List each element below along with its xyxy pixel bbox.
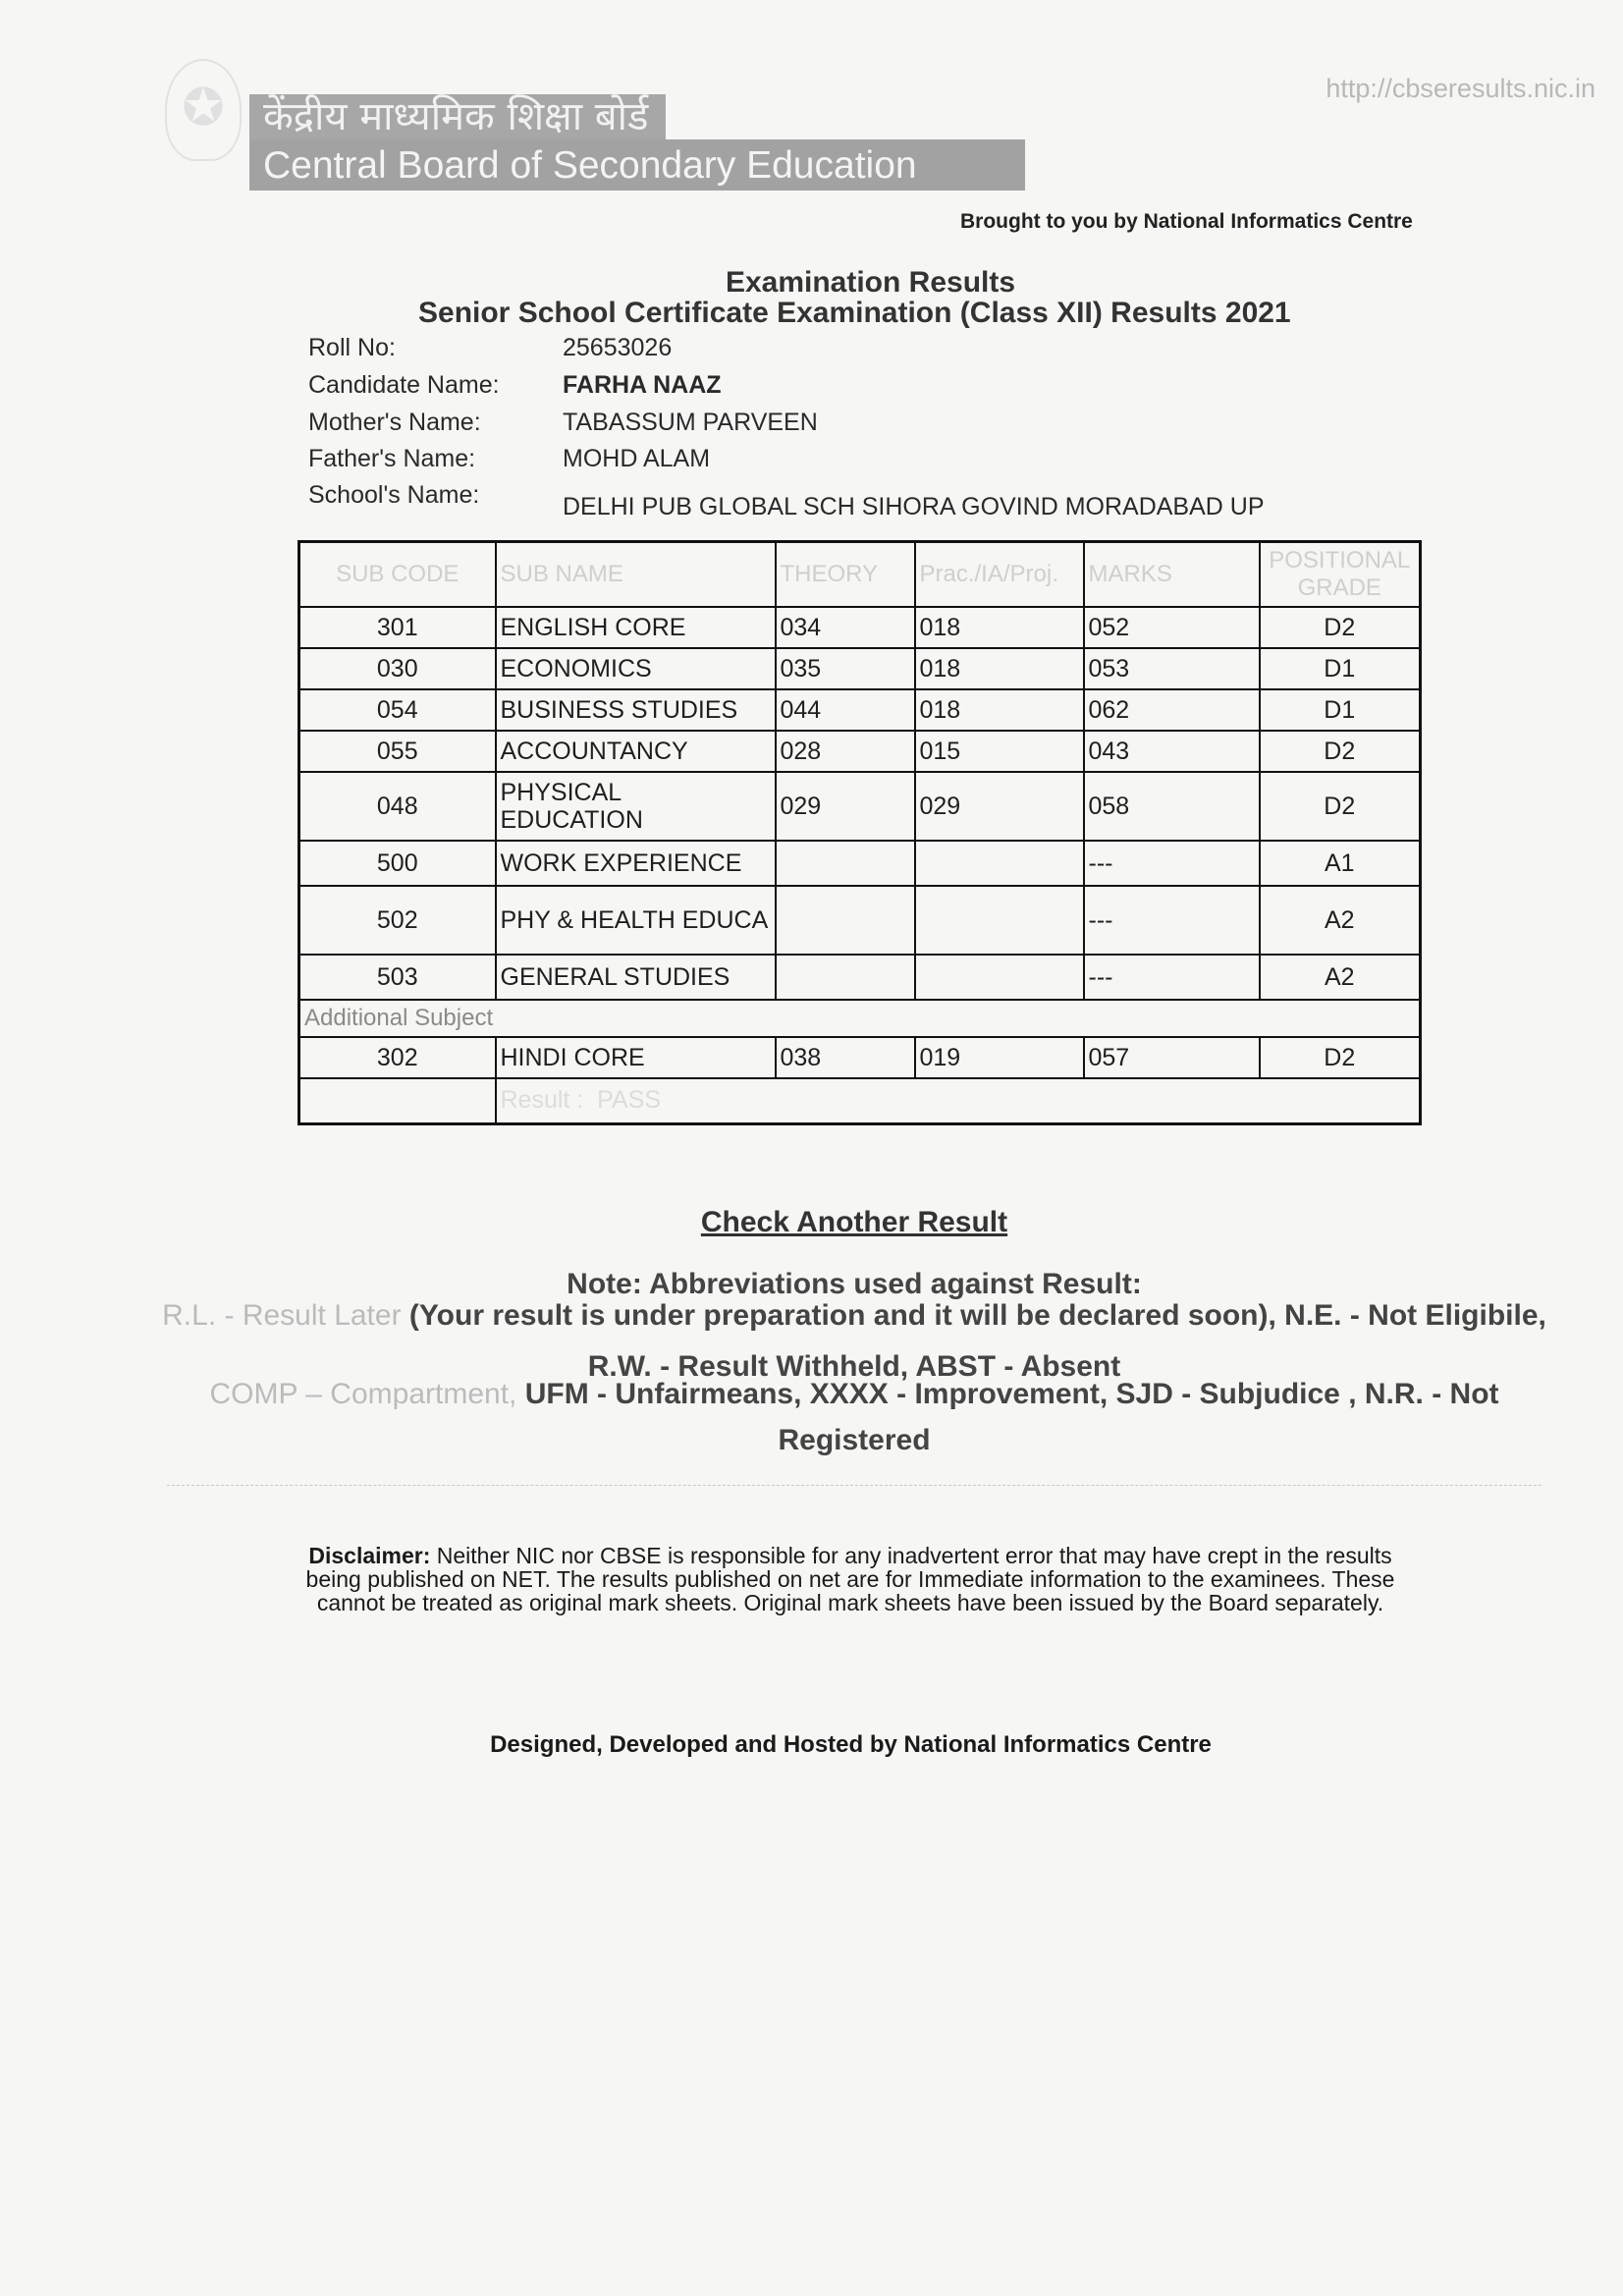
page-title: Examination Results xyxy=(725,266,1016,299)
theory-marks: 035 xyxy=(776,648,915,689)
table-row xyxy=(299,607,1421,648)
sub-code: 500 xyxy=(299,841,496,886)
sub-name: WORK EXPERIENCE xyxy=(496,841,776,886)
result-value: PASS xyxy=(597,1086,662,1115)
divider xyxy=(167,1485,1542,1486)
prac-marks: 015 xyxy=(915,731,1084,772)
note-line-3-light: COMP – Compartment, xyxy=(209,1378,517,1410)
candidate-name-value: FARHA NAAZ xyxy=(563,371,722,399)
prac-marks xyxy=(915,841,1084,886)
note-line-1-rest: (Your result is under preparation and it will be declared soon), N.E. - Not Eligibile, xyxy=(401,1299,1546,1332)
roll-label: Roll No: xyxy=(308,334,396,361)
table-row xyxy=(299,1037,1421,1078)
sub-name: PHYSICAL EDUCATION xyxy=(496,772,776,841)
banner-hindi-name: केंद्रीय माध्यमिक शिक्षा बोर्ड xyxy=(249,94,666,139)
candidate-name-label: Candidate Name: xyxy=(308,371,500,399)
sub-name: ACCOUNTANCY xyxy=(496,731,776,772)
total-marks: 062 xyxy=(1084,689,1260,731)
disclaimer-label: Disclaimer: xyxy=(308,1543,431,1568)
table-row xyxy=(299,955,1421,1000)
prac-marks: 018 xyxy=(915,648,1084,689)
total-marks: 052 xyxy=(1084,607,1260,648)
positional-grade: D2 xyxy=(1260,1037,1421,1078)
sub-code: 302 xyxy=(299,1037,496,1078)
disclaimer xyxy=(291,1544,1410,1614)
table-row xyxy=(299,648,1421,689)
banner-english-name: Central Board of Secondary Education xyxy=(249,139,1025,191)
result-label: Result : xyxy=(500,1086,584,1115)
additional-subject-row xyxy=(299,1000,1421,1037)
table-row xyxy=(299,886,1421,955)
total-marks: 053 xyxy=(1084,648,1260,689)
result-cell xyxy=(496,1078,1421,1123)
prac-marks: 018 xyxy=(915,689,1084,731)
table-header-row xyxy=(299,542,1421,608)
theory-marks: 034 xyxy=(776,607,915,648)
additional-subject-label: Additional Subject xyxy=(299,1000,1421,1037)
school-name-label: School's Name: xyxy=(308,481,480,509)
total-marks: 043 xyxy=(1084,731,1260,772)
note-heading: Note: Abbreviations used against Result: xyxy=(567,1268,1142,1300)
col-header-prac: Prac./IA/Proj. xyxy=(915,542,1084,608)
site-url[interactable]: http://cbseresults.nic.in xyxy=(1325,74,1596,103)
theory-marks xyxy=(776,955,915,1000)
theory-marks: 038 xyxy=(776,1037,915,1078)
sub-code: 503 xyxy=(299,955,496,1000)
note-line-3 xyxy=(108,1378,1600,1411)
prac-marks: 018 xyxy=(915,607,1084,648)
table-row xyxy=(299,689,1421,731)
sub-code: 030 xyxy=(299,648,496,689)
table-row xyxy=(299,731,1421,772)
school-name-value: DELHI PUB GLOBAL SCH SIHORA GOVIND MORADABAD UP xyxy=(563,493,1265,520)
table-row xyxy=(299,772,1421,841)
prac-marks xyxy=(915,886,1084,955)
sub-code: 301 xyxy=(299,607,496,648)
positional-grade: A1 xyxy=(1260,841,1421,886)
col-header-theory: THEORY xyxy=(776,542,915,608)
theory-marks: 028 xyxy=(776,731,915,772)
result-blank-cell xyxy=(299,1078,496,1123)
col-header-sub-name: SUB NAME xyxy=(496,542,776,608)
col-header-sub-code: SUB CODE xyxy=(299,542,496,608)
note-line-2: R.W. - Result Withheld, ABST - Absent xyxy=(587,1350,1121,1383)
positional-grade: A2 xyxy=(1260,886,1421,955)
table-row xyxy=(299,841,1421,886)
check-another-result-link[interactable]: Check Another Result xyxy=(700,1206,1008,1238)
prac-marks xyxy=(915,955,1084,1000)
note-line-4: Registered xyxy=(778,1424,931,1456)
note-line-3-rest: UFM - Unfairmeans, XXXX - Improvement, SJD - Subjudice , N.R. - Not xyxy=(516,1378,1499,1410)
total-marks: 057 xyxy=(1084,1037,1260,1078)
disclaimer-text: Neither NIC nor CBSE is responsible for any inadvertent error that may have crept in the results being published on NET. The results published on net are for Immediate information to the examinees. These cannot be treated as original mark sheets. Original mark sheets have been issued by the Board separately. xyxy=(305,1543,1395,1615)
mother-name-label: Mother's Name: xyxy=(308,409,481,436)
prac-marks: 029 xyxy=(915,772,1084,841)
result-row xyxy=(299,1078,1421,1123)
total-marks: --- xyxy=(1084,886,1260,955)
total-marks: 058 xyxy=(1084,772,1260,841)
father-name-value: MOHD ALAM xyxy=(563,445,711,472)
footer-credit: Designed, Developed and Hosted by National Informatics Centre xyxy=(490,1731,1212,1758)
sub-name: ENGLISH CORE xyxy=(496,607,776,648)
positional-grade: D1 xyxy=(1260,648,1421,689)
roll-value: 25653026 xyxy=(563,334,673,361)
positional-grade: D2 xyxy=(1260,731,1421,772)
sub-name: ECONOMICS xyxy=(496,648,776,689)
positional-grade: D2 xyxy=(1260,772,1421,841)
note-line-1-light: R.L. - Result Later xyxy=(162,1299,402,1332)
note-line-1 xyxy=(108,1299,1600,1333)
brought-by-text: Brought to you by National Informatics Centre xyxy=(960,210,1413,233)
exam-subtitle: Senior School Certificate Examination (Class XII) Results 2021 xyxy=(418,297,1291,329)
col-header-marks: MARKS xyxy=(1084,542,1260,608)
theory-marks: 044 xyxy=(776,689,915,731)
sub-code: 048 xyxy=(299,772,496,841)
sub-name: BUSINESS STUDIES xyxy=(496,689,776,731)
positional-grade: A2 xyxy=(1260,955,1421,1000)
emblem-icon: ✪ xyxy=(165,59,242,161)
theory-marks: 029 xyxy=(776,772,915,841)
sub-name: PHY & HEALTH EDUCA xyxy=(496,886,776,955)
sub-name: HINDI CORE xyxy=(496,1037,776,1078)
mother-name-value: TABASSUM PARVEEN xyxy=(563,409,818,436)
sub-code: 502 xyxy=(299,886,496,955)
cbse-banner xyxy=(249,94,1025,191)
positional-grade: D2 xyxy=(1260,607,1421,648)
sub-name: GENERAL STUDIES xyxy=(496,955,776,1000)
total-marks: --- xyxy=(1084,841,1260,886)
total-marks: --- xyxy=(1084,955,1260,1000)
theory-marks xyxy=(776,886,915,955)
results-table xyxy=(298,540,1422,1125)
father-name-label: Father's Name: xyxy=(308,445,476,472)
positional-grade: D1 xyxy=(1260,689,1421,731)
prac-marks: 019 xyxy=(915,1037,1084,1078)
sub-code: 054 xyxy=(299,689,496,731)
theory-marks xyxy=(776,841,915,886)
col-header-grade: POSITIONAL GRADE xyxy=(1260,542,1421,608)
sub-code: 055 xyxy=(299,731,496,772)
